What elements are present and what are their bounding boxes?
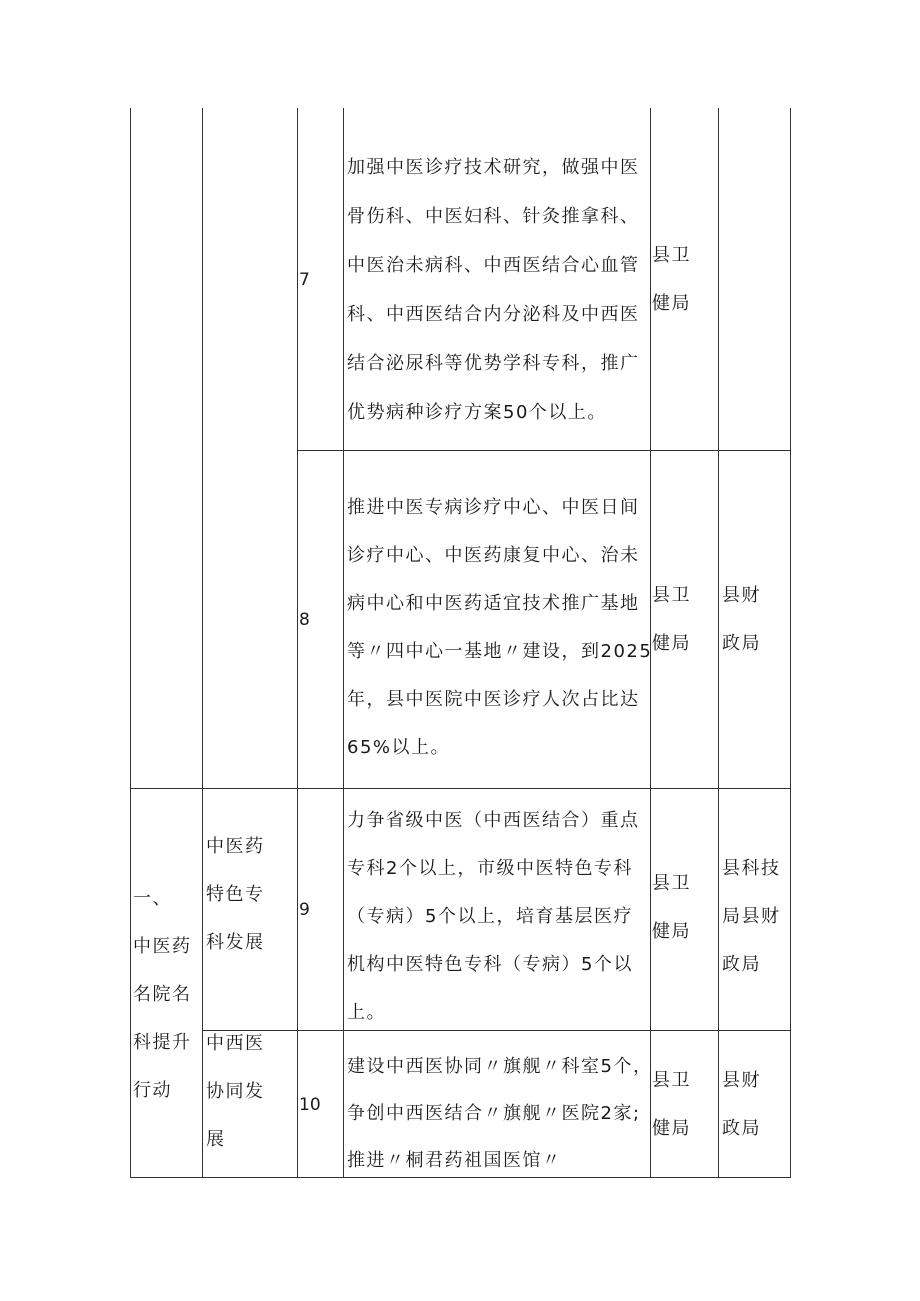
text-line: 县财 xyxy=(722,1070,761,1091)
text-line: 县卫 xyxy=(652,873,691,894)
text-line: 加强中医诊疗技术研究，做强中医 xyxy=(347,157,640,178)
table-divider-col2 xyxy=(297,108,298,1178)
text-line: 行动 xyxy=(133,1080,172,1101)
task-description xyxy=(347,143,640,437)
lead-department xyxy=(652,1057,691,1153)
row-number: 8 xyxy=(299,610,310,630)
text-line: 名院名 xyxy=(133,984,192,1005)
text-line: 县卫 xyxy=(652,245,691,266)
category-label xyxy=(133,875,192,1115)
text-line: 争创中西医结合〃旗舰〃医院2家; xyxy=(347,1103,641,1124)
text-line: 县财 xyxy=(722,585,761,606)
table-divider-col5 xyxy=(718,108,719,1178)
text-line: 结合泌尿科等优势学科专科，推广 xyxy=(347,353,640,374)
lead-department xyxy=(652,860,691,956)
text-line: 优势病种诊疗方案50个以上。 xyxy=(347,402,607,423)
row-number: 7 xyxy=(299,270,310,290)
table-divider-col1 xyxy=(202,108,203,1178)
row-divider-8-9 xyxy=(130,788,791,789)
row-divider-7-8 xyxy=(297,450,791,451)
text-line: 县卫 xyxy=(652,585,691,606)
lead-department xyxy=(652,232,691,328)
partner-department xyxy=(722,845,781,989)
text-line: 机构中医特色专科（专病）5个以 xyxy=(347,954,633,975)
text-line: 中西医 xyxy=(206,1033,265,1054)
text-line: 上。 xyxy=(347,1002,386,1023)
task-description xyxy=(347,484,652,772)
text-line: 展 xyxy=(206,1129,226,1150)
text-line: 局县财 xyxy=(722,906,781,927)
text-line: 县科技 xyxy=(722,858,781,879)
text-line: 力争省级中医（中西医结合）重点 xyxy=(347,810,640,831)
text-line: 中医治未病科、中西医结合心血管 xyxy=(347,255,640,276)
text-line: 65%以上。 xyxy=(347,737,451,758)
text-line: 县卫 xyxy=(652,1070,691,1091)
text-line: （专病）5个以上，培育基层医疗 xyxy=(347,906,633,927)
text-line: 中医药 xyxy=(133,936,192,957)
text-line: 政局 xyxy=(722,1118,761,1139)
table-border-left xyxy=(130,108,131,1178)
text-line: 健局 xyxy=(652,921,691,942)
row-number: 10 xyxy=(299,1095,321,1115)
text-line: 健局 xyxy=(652,293,691,314)
row-number: 9 xyxy=(299,900,310,920)
lead-department xyxy=(652,572,691,668)
task-description xyxy=(347,797,640,1037)
text-line: 健局 xyxy=(652,633,691,654)
subcategory-label xyxy=(206,823,265,967)
text-line: 病中心和中医药适宜技术推广基地 xyxy=(347,593,640,614)
table-border-right xyxy=(790,108,791,1178)
text-line: 推进中医专病诊疗中心、中医日间 xyxy=(347,497,640,518)
text-line: 健局 xyxy=(652,1118,691,1139)
subcategory-label xyxy=(206,1020,265,1164)
task-description xyxy=(347,1043,652,1184)
table-divider-col3 xyxy=(343,108,344,1178)
text-line: 政局 xyxy=(722,954,761,975)
text-line: 中医药 xyxy=(206,836,265,857)
text-line: 年，县中医院中医诊疗人次占比达 xyxy=(347,689,640,710)
text-line: 科、中西医结合内分泌科及中西医 xyxy=(347,304,640,325)
text-line: 特色专 xyxy=(206,884,265,905)
text-line: 等〃四中心一基地〃建设，到2025 xyxy=(347,641,653,662)
text-line: 政局 xyxy=(722,633,761,654)
text-line: 科发展 xyxy=(206,932,265,953)
text-line: 专科2个以上，市级中医特色专科 xyxy=(347,858,633,879)
partner-department xyxy=(722,572,761,668)
text-line: 一、 xyxy=(133,888,172,909)
text-line: 建设中西医协同〃旗舰〃科室5个， xyxy=(347,1056,653,1077)
text-line: 骨伤科、中医妇科、针灸推拿科、 xyxy=(347,206,640,227)
text-line: 协同发 xyxy=(206,1081,265,1102)
text-line: 科提升 xyxy=(133,1032,192,1053)
text-line: 推进〃桐君药祖国医馆〃 xyxy=(347,1150,562,1171)
text-line: 诊疗中心、中医药康复中心、治未 xyxy=(347,545,640,566)
partner-department xyxy=(722,1057,761,1153)
